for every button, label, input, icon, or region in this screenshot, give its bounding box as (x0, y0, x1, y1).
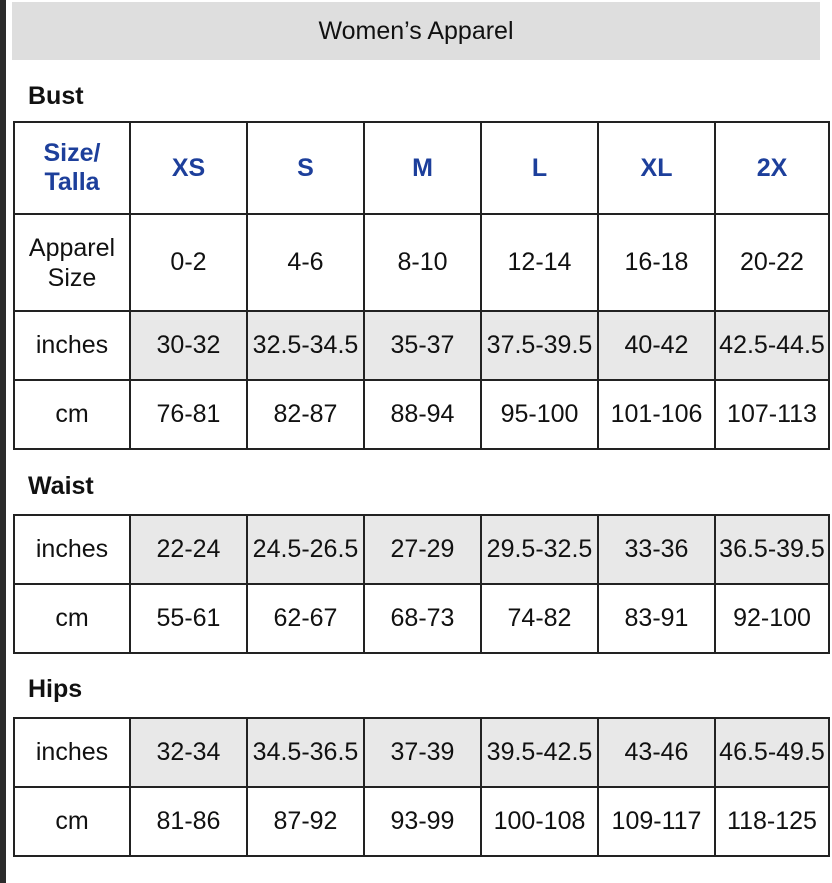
table-cell: 95-100 (481, 380, 598, 449)
bust-inches-row (14, 311, 829, 380)
table-cell: 12-14 (481, 214, 598, 311)
waist-cm-row (14, 584, 829, 653)
table-cell: 4-6 (247, 214, 364, 311)
size-s: S (247, 122, 364, 214)
table-cell: 0-2 (130, 214, 247, 311)
bust-cm-row (14, 380, 829, 449)
size-xs: XS (130, 122, 247, 214)
cm-label: cm (14, 584, 130, 653)
table-cell: 87-92 (247, 787, 364, 856)
table-cell: 35-37 (364, 311, 481, 380)
table-cell: 55-61 (130, 584, 247, 653)
table-cell: 33-36 (598, 515, 715, 584)
cm-label: cm (14, 380, 130, 449)
table-cell: 42.5-44.5 (715, 311, 829, 380)
table-cell: 8-10 (364, 214, 481, 311)
table-cell: 62-67 (247, 584, 364, 653)
table-cell: 100-108 (481, 787, 598, 856)
page-title: Women’s Apparel (12, 2, 820, 60)
table-cell: 32-34 (130, 718, 247, 787)
table-cell: 82-87 (247, 380, 364, 449)
inches-label: inches (14, 718, 130, 787)
apparel-size-label: Apparel Size (14, 214, 130, 311)
waist-section-title: Waist (28, 472, 94, 500)
inches-label: inches (14, 515, 130, 584)
hips-section-title: Hips (28, 675, 83, 703)
table-cell: 27-29 (364, 515, 481, 584)
table-cell: 40-42 (598, 311, 715, 380)
table-cell: 43-46 (598, 718, 715, 787)
bust-size-header-row (14, 122, 829, 214)
table-cell: 24.5-26.5 (247, 515, 364, 584)
hips-cm-row (14, 787, 829, 856)
talla-label: Talla (44, 168, 100, 196)
table-cell: 109-117 (598, 787, 715, 856)
size-label: Size/ (43, 139, 101, 167)
table-cell: 76-81 (130, 380, 247, 449)
size-talla-label (14, 122, 130, 214)
table-cell: 30-32 (130, 311, 247, 380)
table-cell: 37.5-39.5 (481, 311, 598, 380)
table-cell: 83-91 (598, 584, 715, 653)
table-cell: 74-82 (481, 584, 598, 653)
table-cell: 93-99 (364, 787, 481, 856)
table-cell: 16-18 (598, 214, 715, 311)
inches-label: inches (14, 311, 130, 380)
table-cell: 81-86 (130, 787, 247, 856)
table-cell: 68-73 (364, 584, 481, 653)
table-cell: 36.5-39.5 (715, 515, 829, 584)
size-2x: 2X (715, 122, 829, 214)
table-cell: 88-94 (364, 380, 481, 449)
size-xl: XL (598, 122, 715, 214)
table-cell: 32.5-34.5 (247, 311, 364, 380)
bust-apparel-size-row (14, 214, 829, 311)
table-cell: 29.5-32.5 (481, 515, 598, 584)
hips-inches-row (14, 718, 829, 787)
table-cell: 37-39 (364, 718, 481, 787)
bust-table (13, 121, 830, 450)
left-edge-bar (0, 0, 6, 883)
table-cell: 92-100 (715, 584, 829, 653)
table-cell: 22-24 (130, 515, 247, 584)
waist-table (13, 514, 830, 654)
table-cell: 34.5-36.5 (247, 718, 364, 787)
table-cell: 46.5-49.5 (715, 718, 829, 787)
cm-label: cm (14, 787, 130, 856)
table-cell: 20-22 (715, 214, 829, 311)
hips-table (13, 717, 830, 857)
size-m: M (364, 122, 481, 214)
table-cell: 39.5-42.5 (481, 718, 598, 787)
size-l: L (481, 122, 598, 214)
waist-inches-row (14, 515, 829, 584)
table-cell: 118-125 (715, 787, 829, 856)
table-cell: 107-113 (715, 380, 829, 449)
bust-section-title: Bust (28, 82, 84, 110)
table-cell: 101-106 (598, 380, 715, 449)
